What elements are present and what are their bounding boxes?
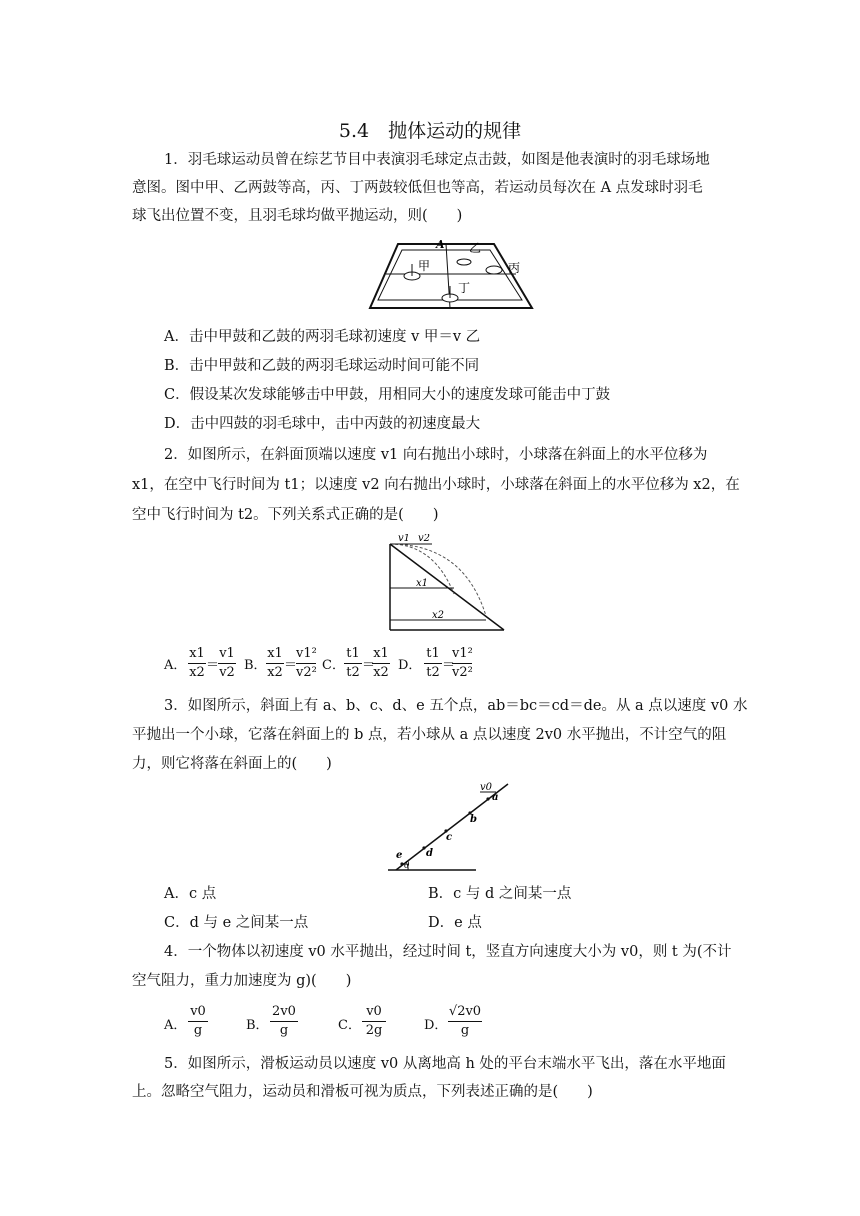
q5-stem-line-1: 5．如图所示，滑板运动员以速度 v0 从离地高 h 处的平台末端水平飞出，落在水平地面 [164,1056,726,1072]
fig1-label-ding: 丁 [458,281,471,295]
q2-option-b-left-fraction: x1 x2 [267,646,283,680]
q2-option-b-label: B． [244,658,267,673]
page-title: 5.4 抛体运动的规律 [338,120,522,142]
q4-stem-line-1: 4．一个物体以初速度 v0 水平抛出，经过时间 t，竖直方向速度大小为 v0，则 t 为(不计 [164,944,732,960]
fig2-label-v2: v2 [418,534,431,544]
q2-stem-line-2: x1，在空中飞行时间为 t1；以速度 v2 向右抛出小球时，小球落在斜面上的水平位移为 x2，在 [132,477,740,493]
q3-option-a: A．c 点 [164,886,217,902]
q1-option-c: C．假设某次发球能够击中甲鼓，用相同大小的速度发球可能击中丁鼓 [164,387,611,403]
point-a [486,797,489,800]
fig2-label-x2: x2 [432,610,445,621]
q2-option-c-right-fraction: x1 x2 [373,646,389,680]
q2-option-a-equals: ＝ [206,658,220,673]
q2-option-b-equals: ＝ [284,658,298,673]
q4-stem-line-2: 空气阻力，重力加速度为 g)( ) [132,973,352,989]
q2-option-c-equals: ＝ [362,658,376,673]
q2-option-d-right-fraction: v1² v2² [452,646,473,680]
slope-projectile-figure [374,534,510,636]
q1-option-b: B．击中甲鼓和乙鼓的两羽毛球运动时间可能不同 [164,358,480,374]
drum-bing-icon [486,266,502,274]
q1-option-a: A．击中甲鼓和乙鼓的两羽毛球初速度 v 甲＝v 乙 [164,329,481,345]
drum-yi-icon [457,259,471,265]
q5-stem-line-2: 上。忽略空气阻力，运动员和滑板可视为质点，下列表述正确的是( ) [132,1084,593,1100]
fig2-label-x1: x1 [416,578,429,589]
q2-option-a-right-fraction: v1 v2 [219,646,235,680]
q3-option-c: C．d 与 e 之间某一点 [164,915,309,931]
q2-option-d-equals: ＝ [442,658,456,673]
q4-option-c-fraction: v0 2g [362,1004,386,1039]
fig3-label-theta: θ [404,861,410,871]
fig3-label-v0: v0 [480,782,493,793]
q4-option-d-label: D． [424,1018,448,1033]
q2-option-c-left-fraction: t1 t2 [344,646,362,681]
fig3-label-e: e [396,850,403,861]
fig3-label-d: d [426,848,433,859]
q2-option-d-left-fraction: t1 t2 [424,646,442,681]
fig1-label-A: A [436,238,445,251]
fig1-label-jia: 甲 [418,259,431,273]
q2-stem-line-1: 2．如图所示，在斜面顶端以速度 v1 向右抛出小球时，小球落在斜面上的水平位移为 [164,447,708,463]
badminton-court-figure [366,236,536,310]
q2-option-a-left-fraction: x1 x2 [189,646,205,680]
q2-stem-line-3: 空中飞行时间为 t2。下列关系式正确的是( ) [132,507,439,523]
q3-stem-line-1: 3．如图所示，斜面上有 a、b、c、d、e 五个点，ab＝bc＝cd＝de。从 a 点以速度 v0 水 [164,698,748,714]
q1-stem-line-3: 球飞出位置不变，且羽毛球均做平抛运动，则( ) [132,208,463,224]
incline-points-figure [384,780,510,874]
q4-option-c-label: C． [338,1018,361,1033]
fig2-label-v1: v1 [398,534,411,544]
q2-option-d-label: D． [398,658,422,673]
fig3-label-a: a [492,792,499,803]
fig1-label-yi: 乙 [469,241,482,255]
slope-incline [390,544,504,630]
q1-stem-line-2: 意图。图中甲、乙两鼓等高，丙、丁两鼓较低但也等高，若运动员每次在 A 点发球时羽毛 [132,180,703,196]
q3-option-b: B．c 与 d 之间某一点 [428,886,572,902]
q3-stem-line-3: 力，则它将落在斜面上的( ) [132,756,332,772]
q4-option-a-label: A． [164,1018,187,1033]
q2-option-c-label: C． [322,658,345,673]
q3-stem-line-2: 平抛出一个小球，它落在斜面上的 b 点，若小球从 a 点以速度 2v0 水平抛出，不计空气的阻 [132,727,727,743]
q2-option-b-right-fraction: v1² v2² [296,646,317,680]
q4-option-b-fraction: 2v0 g [270,1004,298,1039]
fig3-label-b: b [470,814,477,825]
q1-stem-line-1: 1．羽毛球运动员曾在综艺节目中表演羽毛球定点击鼓，如图是他表演时的羽毛球场地 [164,152,710,168]
fig3-label-c: c [446,832,453,843]
q4-option-a-fraction: v0 g [188,1004,208,1039]
q4-option-b-label: B． [246,1018,269,1033]
q3-option-d: D．e 点 [428,915,482,931]
fig1-label-bing: 丙 [508,261,521,275]
q4-option-d-fraction: √2v0 g [448,1004,482,1038]
q1-option-d: D．击中四鼓的羽毛球中，击中丙鼓的初速度最大 [164,416,481,432]
q2-option-a-label: A． [164,658,187,673]
